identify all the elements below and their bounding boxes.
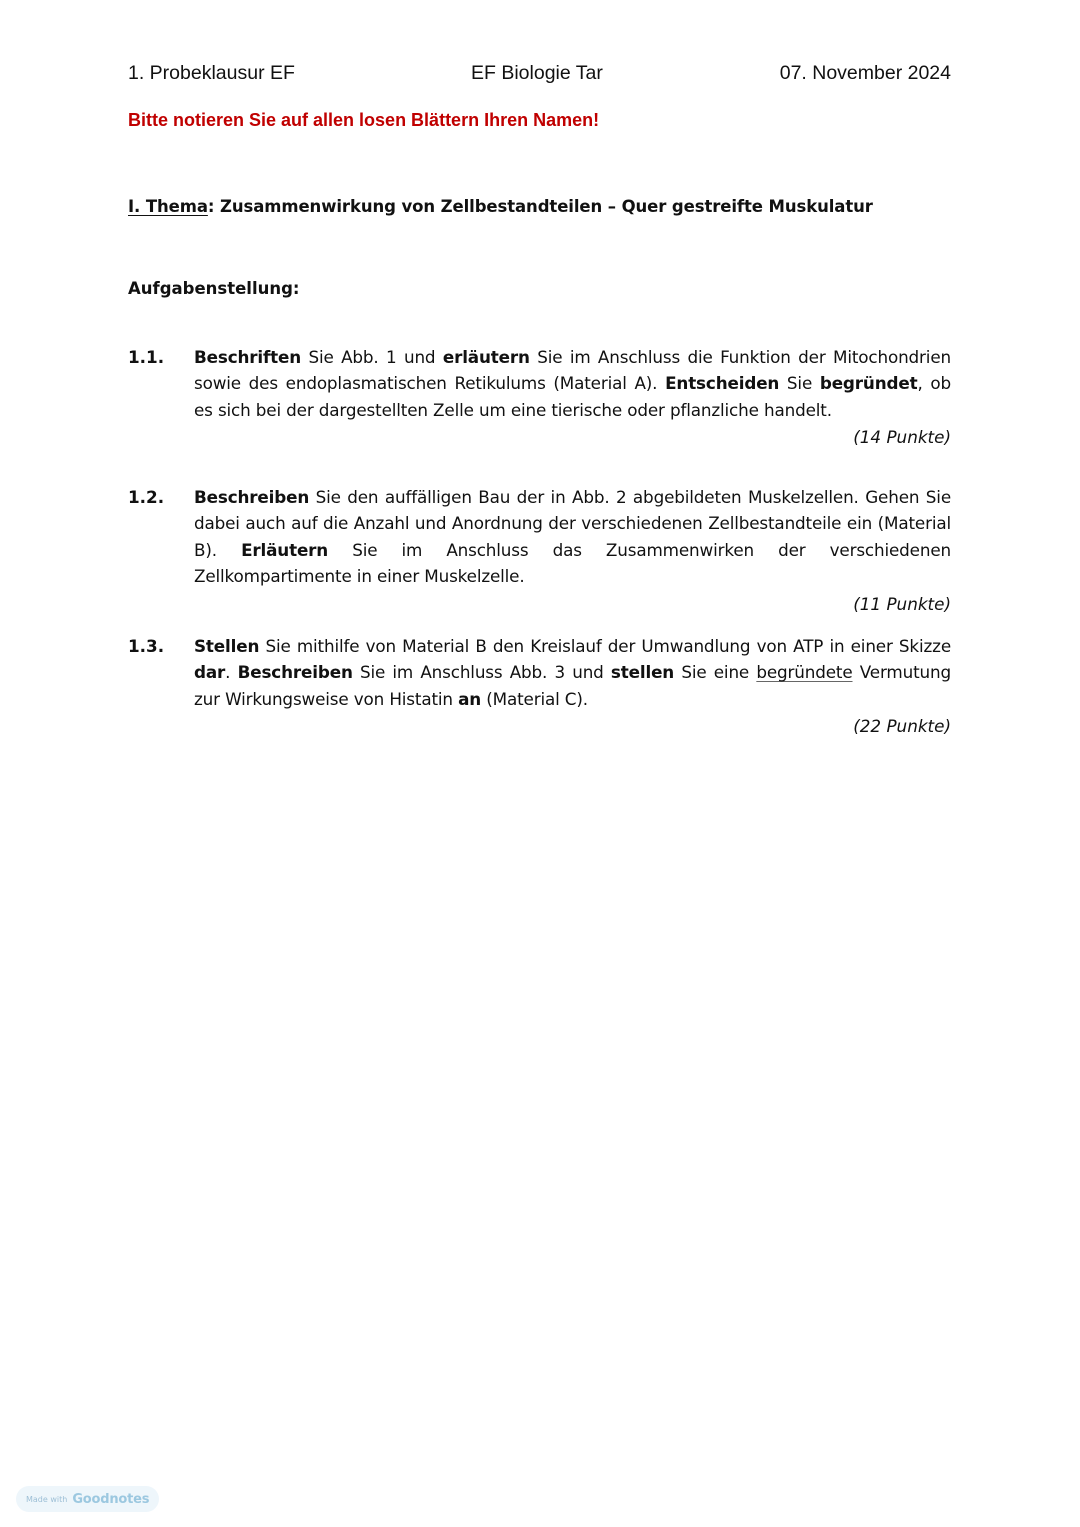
page-header xyxy=(128,62,951,90)
task-keyword: Beschreiben xyxy=(237,662,353,683)
goodnotes-badge xyxy=(16,1486,159,1512)
task-text-segment: Sie eine xyxy=(674,662,757,683)
task-keyword: stellen xyxy=(610,662,675,683)
tasks-heading: Aufgabenstellung: xyxy=(128,279,300,298)
task-keyword: Stellen xyxy=(194,636,260,656)
name-warning: Bitte notieren Sie auf allen losen Blättern Ihren Namen! xyxy=(128,110,600,130)
task-number: 1.1. xyxy=(128,347,165,367)
badge-made-with: Made with xyxy=(26,1494,68,1504)
task-text-segment: Sie im Anschluss das Zusammenwirken der verschiedenen Zellkompartimente in einer Muskelzelle. xyxy=(194,539,951,587)
topic-text: : Zusammenwirkung von Zellbestandteilen – Quer gestreifte Muskulatur xyxy=(207,197,873,216)
task-text-segment: Sie den auffälligen Bau der in Abb. 2 abgebildeten Muskelzellen. Gehen Sie dabei auch auf die Anzahl und Anordnung der verschiedenen Zellbestandteile ein (Material B). xyxy=(194,487,951,560)
task-points: (14 Punkte) xyxy=(853,427,951,448)
task-keyword: Erläutern xyxy=(241,539,329,560)
header-course: EF Biologie Tar xyxy=(471,62,603,84)
task-underlined-word: begründete xyxy=(756,662,853,683)
task-points: (11 Punkte) xyxy=(853,593,951,614)
task-number: 1.3. xyxy=(128,636,165,656)
topic-heading xyxy=(128,197,873,216)
task-text-segment: , ob es sich bei der dargestellten Zelle um eine tierische oder pflanzliche handelt. xyxy=(194,373,951,420)
task-text-segment: Sie im Anschluss die Funktion der Mitochondrien sowie des endoplasmatischen Retikulums (Material A). xyxy=(194,347,951,394)
task-1-1 xyxy=(128,344,951,451)
task-keyword: dar xyxy=(194,662,226,683)
task-number: 1.2. xyxy=(128,487,165,507)
task-keyword: begründet xyxy=(819,373,918,394)
task-text xyxy=(194,633,951,712)
task-1-3 xyxy=(128,633,951,740)
task-text-segment: . xyxy=(225,662,238,683)
task-1-2 xyxy=(128,484,951,617)
header-date: 07. November 2024 xyxy=(779,62,951,84)
task-keyword: an xyxy=(458,688,482,709)
task-text xyxy=(194,484,951,590)
topic-label: I. Thema xyxy=(128,197,208,216)
task-text-segment: Sie Abb. 1 und xyxy=(301,347,443,367)
task-keyword: erläutern xyxy=(442,347,530,367)
task-text-segment: Vermutung zur Wirkungsweise von Histatin xyxy=(194,662,951,709)
task-keyword: Entscheiden xyxy=(665,373,780,394)
task-text-segment: Sie xyxy=(779,373,820,394)
task-keyword: Beschreiben xyxy=(194,487,310,507)
task-text xyxy=(194,344,951,423)
task-text-segment: Sie im Anschluss Abb. 3 und xyxy=(352,662,611,683)
task-text-segment: (Material C). xyxy=(481,688,588,709)
task-text-segment: Sie mithilfe von Material B den Kreislauf der Umwandlung von ATP in einer Skizze xyxy=(259,636,951,656)
task-keyword: Beschriften xyxy=(194,347,302,367)
goodnotes-logo: Goodnotes xyxy=(72,1491,150,1507)
task-points: (22 Punkte) xyxy=(853,716,951,737)
header-exam-title: 1. Probeklausur EF xyxy=(128,62,295,84)
